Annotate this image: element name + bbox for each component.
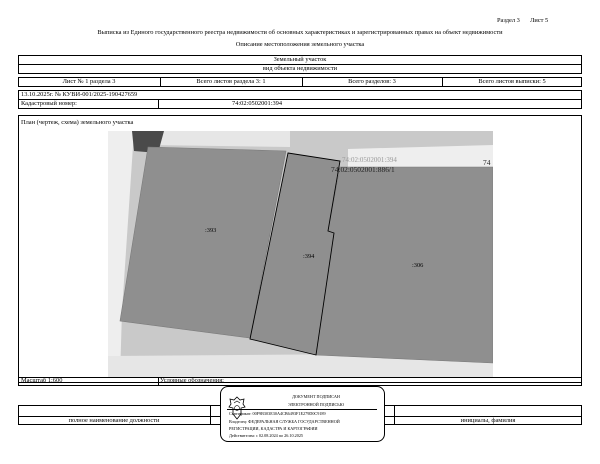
record-divider <box>18 99 582 100</box>
sheet-of-section: Лист № 1 раздела 3 <box>62 78 116 85</box>
stamp-cert: Сертификат: 00F9B303E30A4CB6493F1E279D0C9189 <box>229 411 326 416</box>
signature-col-1 <box>210 405 211 425</box>
section-number: Раздел 3 <box>497 17 520 24</box>
legend-label: Условные обозначения: <box>160 377 224 384</box>
e-signature-stamp <box>220 386 385 442</box>
label-parcel-306: :306 <box>412 262 424 269</box>
sheets-total: Всего листов выписки: 5 <box>478 78 546 85</box>
cadastral-label: Кадастровый номер: <box>21 100 77 107</box>
document-title: Выписка из Единого государственного реестра недвижимости об основных характеристиках и зарегистрированных правах на объект недвижимости <box>97 29 503 36</box>
label-top-ghost: 74:02:0502001:394 <box>342 156 397 164</box>
label-parcel-393: :393 <box>205 227 217 234</box>
footer-row <box>18 377 582 386</box>
parcel-306 <box>316 167 493 363</box>
cadastral-divider <box>158 99 159 109</box>
stamp-owner1: Владелец: ФЕДЕРАЛЬНАЯ СЛУЖБА ГОСУДАРСТВЕННОЙ <box>229 419 340 424</box>
coat-of-arms-icon <box>227 395 247 421</box>
stamp-line2: ЭЛЕКТРОННОЙ ПОДПИСЬЮ <box>287 402 345 407</box>
land-plot-plan <box>108 131 493 378</box>
plan-title: План (чертеж, схема) земельного участка <box>21 119 134 126</box>
stamp-separator <box>227 409 377 410</box>
label-parcel-394: :394 <box>303 253 315 260</box>
document-subtitle: Описание местоположения земельного участка <box>235 41 365 48</box>
cadastral-value: 74:02:0502001:394 <box>232 100 283 107</box>
stamp-line1: ДОКУМЕНТ ПОДПИСАН <box>292 394 340 399</box>
sheets-in-section: Всего листов раздела 3: 1 <box>196 78 266 85</box>
footer-divider <box>158 377 159 386</box>
record-date-number: 13.10.2025г. № КУВИ-001/2025-190427659 <box>21 91 138 98</box>
position-label: полное наименование должности <box>68 417 160 424</box>
object-kind-label: вид объекта недвижимости <box>262 65 338 72</box>
signature-label: инициалы, фамилия <box>460 417 516 424</box>
sheet-number: Лист 5 <box>530 17 549 24</box>
stamp-owner2: РЕГИСТРАЦИИ, КАДАСТРА И КАРТОГРАФИИ <box>229 426 318 431</box>
stamp-valid: Действителен: с 02.08.2024 по 26.10.2025 <box>229 433 304 438</box>
sections-total: Всего разделов: 3 <box>348 78 396 85</box>
label-edge: 74 <box>483 158 491 167</box>
object-name: Земельный участок <box>273 56 327 63</box>
scale-label: Масштаб 1:600 <box>21 377 63 384</box>
label-quarter: 74:02:0502001:886/1 <box>331 165 395 174</box>
